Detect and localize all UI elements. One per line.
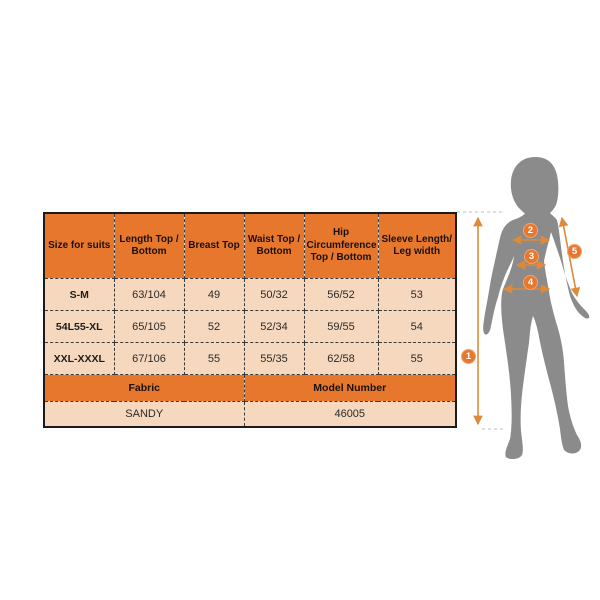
size-label: XXL-XXXL	[44, 343, 114, 375]
cell-value: 52	[184, 311, 244, 343]
cell-value: 63/104	[114, 279, 184, 311]
cell-value: 65/105	[114, 311, 184, 343]
col-header-breast: Breast Top	[184, 213, 244, 279]
col-header-sleeve: Sleeve Length/ Leg width	[378, 213, 456, 279]
model-number-label: Model Number	[244, 375, 456, 402]
measurement-marker-3: 3	[524, 249, 539, 264]
fabric-value: SANDY	[44, 402, 244, 428]
col-header-length: Length Top / Bottom	[114, 213, 184, 279]
cell-value: 49	[184, 279, 244, 311]
measurement-marker-5: 5	[567, 244, 582, 259]
cell-value: 54	[378, 311, 456, 343]
model-number-value: 46005	[244, 402, 456, 428]
measurement-marker-4: 4	[523, 275, 538, 290]
cell-value: 55	[184, 343, 244, 375]
cell-value: 59/55	[304, 311, 378, 343]
cell-value: 55/35	[244, 343, 304, 375]
measurement-marker-2: 2	[523, 223, 538, 238]
cell-value: 53	[378, 279, 456, 311]
size-label: 54L55-XL	[44, 311, 114, 343]
cell-value: 56/52	[304, 279, 378, 311]
cell-value: 67/106	[114, 343, 184, 375]
cell-value: 52/34	[244, 311, 304, 343]
cell-value: 55	[378, 343, 456, 375]
col-header-waist: Waist Top / Bottom	[244, 213, 304, 279]
cell-value: 50/32	[244, 279, 304, 311]
fabric-label: Fabric	[44, 375, 244, 402]
size-label: S-M	[44, 279, 114, 311]
col-header-hip: Hip Circumference Top / Bottom	[304, 213, 378, 279]
col-header-size: Size for suits	[44, 213, 114, 279]
cell-value: 62/58	[304, 343, 378, 375]
measurement-marker-1: 1	[461, 349, 476, 364]
